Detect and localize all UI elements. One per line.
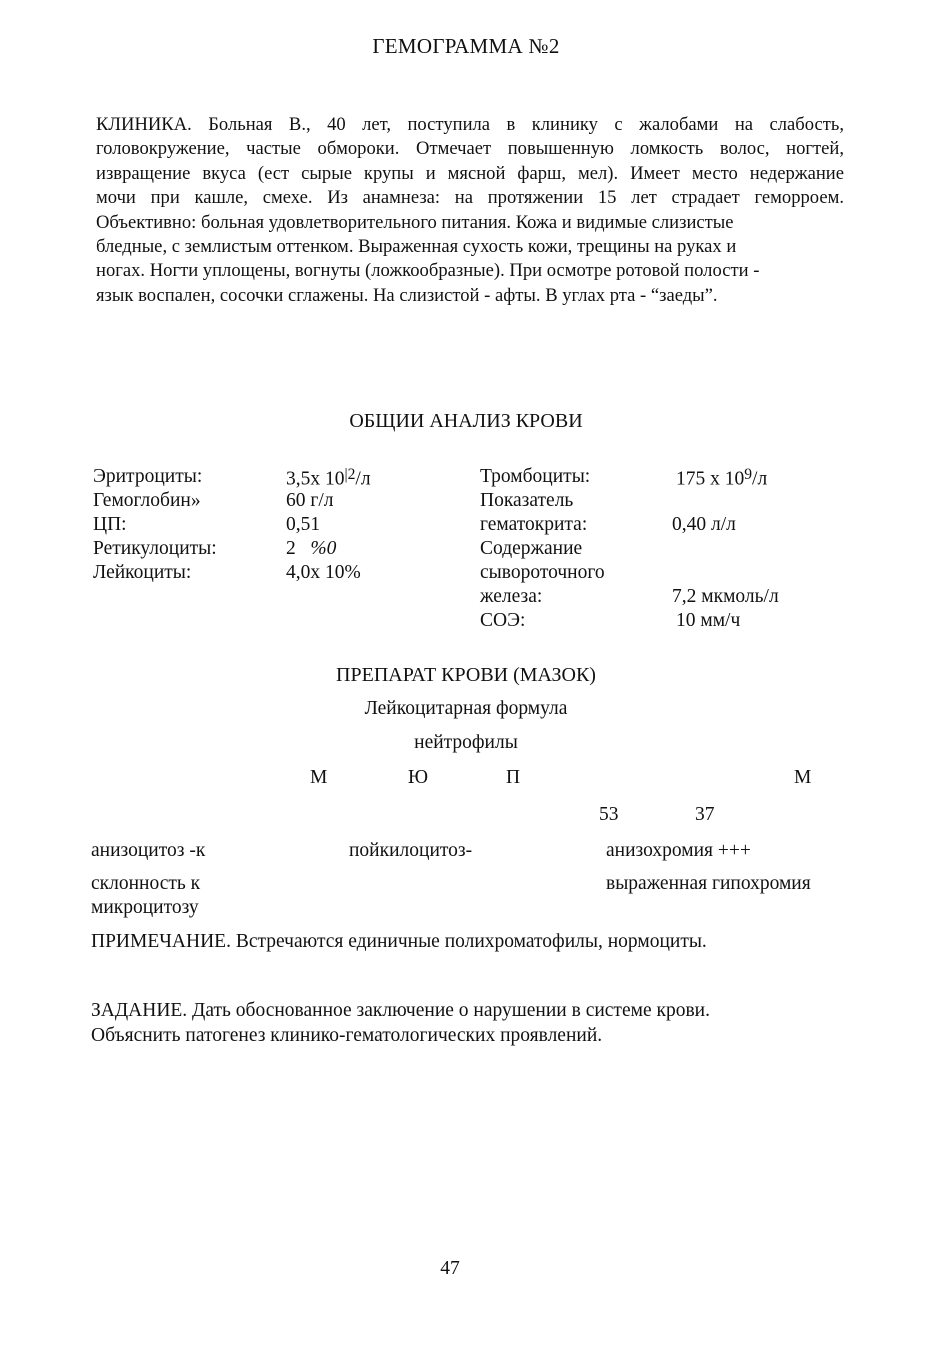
reticulocytes-label: Ретикулоциты: bbox=[93, 538, 217, 559]
hematocrit-label-2: гематокрита: bbox=[480, 514, 588, 535]
anisochromia-text: анизохромия +++ bbox=[606, 840, 751, 861]
hemoglobin-label: Гемоглобин» bbox=[93, 490, 201, 511]
column-yu: Ю bbox=[408, 767, 429, 788]
hypochromia-text: выраженная гипохромия bbox=[606, 873, 811, 894]
iron-label-2: сывороточного bbox=[480, 562, 605, 583]
note-text: ПРИМЕЧАНИЕ. Встречаются единичные полихроматофилы, нормоциты. bbox=[91, 931, 707, 952]
page-number: 47 bbox=[440, 1258, 460, 1279]
formula-value-1: 53 bbox=[599, 804, 619, 825]
clinic-line: язык воспален, сосочки сглажены. На слизистой - афты. В углах рта - “заеды”. bbox=[96, 284, 718, 306]
smear-heading: ПРЕПАРАТ КРОВИ (МАЗОК) bbox=[336, 664, 596, 686]
microcytosis-text-2: микроцитозу bbox=[91, 897, 199, 918]
clinic-line: Объективно: больная удовлетворительного питания. Кожа и видимые слизистые bbox=[96, 211, 734, 233]
task-line-2: Объяснить патогенез клинико-гематологических проявлений. bbox=[91, 1025, 603, 1046]
microcytosis-text-1: склонность к bbox=[91, 873, 201, 894]
clinic-line: бледные, с землистым оттенком. Выраженная сухость кожи, трещины на руках и bbox=[96, 236, 737, 258]
clinic-line: КЛИНИКА. Больная В., 40 лет, поступила в клинику с жалобами на слабость, bbox=[96, 114, 844, 135]
clinic-line: мочи при кашле, смехе. Из анамнеза: на протяжении 15 лет страдает геморроем. bbox=[96, 187, 844, 209]
iron-label-1: Содержание bbox=[480, 538, 583, 559]
clinic-line: извращение вкуса (ест сырые крупы и мясной фарш, мел). Имеет место недержание bbox=[96, 162, 844, 184]
erythrocytes-label: Эритроциты: bbox=[93, 466, 203, 487]
page-title: ГЕМОГРАММА №2 bbox=[372, 34, 560, 58]
platelets-label: Тромбоциты: bbox=[480, 466, 591, 487]
formula-value-2: 37 bbox=[695, 804, 715, 825]
hematocrit-value: 0,40 л/л bbox=[672, 514, 736, 535]
esr-value: 10 мм/ч bbox=[676, 610, 741, 631]
clinical-description bbox=[96, 113, 844, 308]
iron-value: 7,2 мкмоль/л bbox=[672, 586, 779, 607]
poikilocytosis-text: пойкилоцитоз- bbox=[349, 840, 473, 861]
blood-test-heading: ОБЩИИ АНАЛИЗ КРОВИ bbox=[349, 410, 583, 432]
leukocyte-formula-heading: Лейкоцитарная формула bbox=[364, 698, 568, 719]
iron-label-3: железа: bbox=[480, 586, 543, 607]
reticulocytes-value: 2 %0 bbox=[286, 538, 337, 559]
leukocytes-label: Лейкоциты: bbox=[93, 562, 192, 583]
platelets-value: 175 х $10^9/л$ bbox=[676, 466, 768, 490]
color-index-value: 0,51 bbox=[286, 514, 321, 535]
erythrocytes-value: 3,5х $10^{|2}/л$ bbox=[286, 466, 371, 490]
anisocytosis-text: анизоцитоз -к bbox=[91, 840, 206, 861]
hematocrit-label-1: Показатель bbox=[480, 490, 574, 511]
color-index-label: ЦП: bbox=[93, 514, 127, 535]
clinic-line: головокружение, частые обмороки. Отмечает повышенную ломкость волос, ногтей, bbox=[96, 138, 844, 160]
column-m2: М bbox=[794, 767, 812, 788]
hemoglobin-value: 60 г/л bbox=[286, 490, 334, 511]
task-line-1: ЗАДАНИЕ. Дать обоснованное заключение о нарушении в системе крови. bbox=[91, 1000, 710, 1021]
column-p: П bbox=[506, 767, 521, 788]
leukocytes-value: 4,0х 10% bbox=[286, 562, 361, 583]
clinic-line: ногах. Ногти уплощены, вогнуты (ложкообразные). При осмотре ротовой полости - bbox=[96, 260, 760, 282]
esr-label: СОЭ: bbox=[480, 610, 526, 631]
column-m1: М bbox=[310, 767, 328, 788]
neutrophils-heading: нейтрофилы bbox=[414, 732, 518, 753]
